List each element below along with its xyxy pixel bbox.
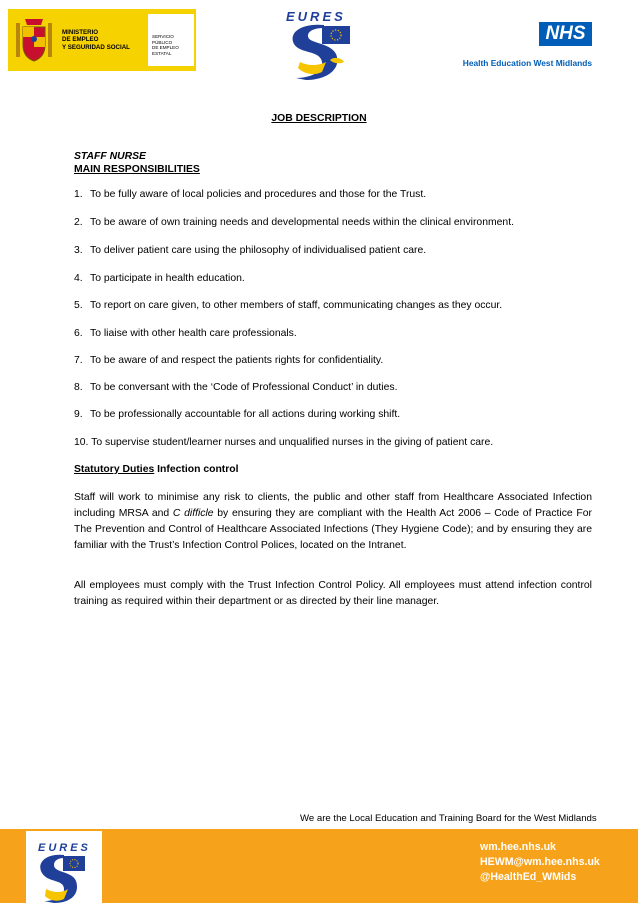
item-text: To be aware of own training needs and developmental needs within the clinical environment.: [90, 217, 514, 228]
infection-paragraph-2: All employees must comply with the Trust Infection Control Policy. All employees must attend infection control training as required within their department or as directed by their line manager.: [74, 580, 592, 607]
item-number: 8.: [74, 382, 83, 393]
responsibility-item: [74, 188, 426, 201]
item-number: 5.: [74, 300, 83, 311]
role-title: STAFF NURSE: [74, 151, 146, 162]
item-text: To supervise student/learner nurses and unqualified nurses in the giving of patient care.: [91, 437, 494, 448]
twitter-handle[interactable]: @HealthEd_WMids: [480, 871, 577, 883]
ministry-line-2: DE EMPLEO: [62, 36, 99, 44]
item-text: To be aware of and respect the patients rights for confidentiality.: [90, 355, 384, 366]
responsibility-item: [74, 299, 502, 312]
eures-footer-logo: [26, 831, 102, 903]
responsibility-item: [74, 408, 400, 421]
statutory-heading: [74, 463, 239, 476]
footer-tagline: We are the Local Education and Training Board for the West Midlands: [300, 813, 597, 824]
item-number: 4.: [74, 273, 83, 284]
ministry-line-3: Y SEGURIDAD SOCIAL: [62, 43, 130, 51]
item-number: 7.: [74, 355, 83, 366]
item-text: To deliver patient care using the philosophy of individualised patient care.: [90, 245, 427, 256]
eures-logo: [272, 6, 372, 82]
ministerio-logo: [8, 9, 196, 71]
responsibility-item: [74, 216, 514, 229]
ministry-name: [62, 29, 130, 51]
responsibility-item: [74, 354, 383, 367]
nhs-logo: [539, 22, 592, 46]
item-number: 2.: [74, 217, 83, 228]
item-text: To be conversant with the ‘Code of Professional Conduct’ in duties.: [90, 382, 398, 393]
item-text: To report on care given, to other members of staff, communicating changes as they occur.: [90, 300, 503, 311]
eures-logo-text: EURES: [286, 9, 346, 24]
document-title: JOB DESCRIPTION: [271, 113, 367, 124]
email-link[interactable]: HEWM@wm.hee.nhs.uk: [480, 856, 600, 868]
item-text: To be professionally accountable for all actions during working shift.: [90, 409, 401, 420]
statutory-duties-label: Statutory Duties: [74, 464, 155, 475]
spanish-coat-of-arms-icon: [14, 15, 54, 65]
website-link[interactable]: wm.hee.nhs.uk: [480, 841, 556, 853]
responsibilities-heading: MAIN RESPONSIBILITIES: [74, 164, 200, 175]
hee-name: Health Education West Midlands: [462, 58, 592, 68]
item-number: 10.: [74, 437, 89, 448]
infection-paragraph-1: [74, 490, 592, 554]
item-number: 9.: [74, 409, 83, 420]
item-text: To participate in health education.: [90, 273, 245, 284]
item-number: 1.: [74, 189, 83, 200]
responsibility-item: [74, 327, 297, 340]
eures-footer-logo-text: EURES: [38, 842, 91, 854]
service-line-2: DE EMPLEO ESTATAL: [152, 45, 179, 56]
responsibility-item: [74, 244, 426, 257]
para1-part-a: Staff will work to minimise any risk to clients, the public and other staff from Healthcare Associated Infection including MRSA and: [74, 492, 592, 519]
service-line-1: SERVICIO PÚBLICO: [152, 34, 174, 45]
responsibility-item: [74, 436, 493, 449]
nhs-logo-text: NHS: [545, 23, 586, 44]
c-difficile-term: C difficle: [172, 508, 214, 519]
item-text: To be fully aware of local policies and procedures and those for the Trust.: [90, 189, 427, 200]
item-number: 6.: [74, 328, 83, 339]
service-box: [148, 14, 194, 66]
service-name: [152, 34, 194, 56]
responsibility-item: [74, 381, 397, 394]
footer-contacts: [480, 840, 600, 885]
responsibility-item: [74, 272, 245, 285]
ministry-line-1: MINISTERIO: [62, 29, 99, 36]
infection-control-label: Infection control: [157, 464, 239, 475]
item-text: To liaise with other health care professionals.: [90, 328, 297, 339]
item-number: 3.: [74, 245, 83, 256]
para1-part-b: by ensuring they are compliant with the Health Act 2006 – Code of Practice For The Prevention and Control of Healthcare Associated Infections (They Hygiene Code); and by ensuring they are familiar with the Trust’s Infection Control Polices, located on the Intranet.: [74, 508, 592, 551]
